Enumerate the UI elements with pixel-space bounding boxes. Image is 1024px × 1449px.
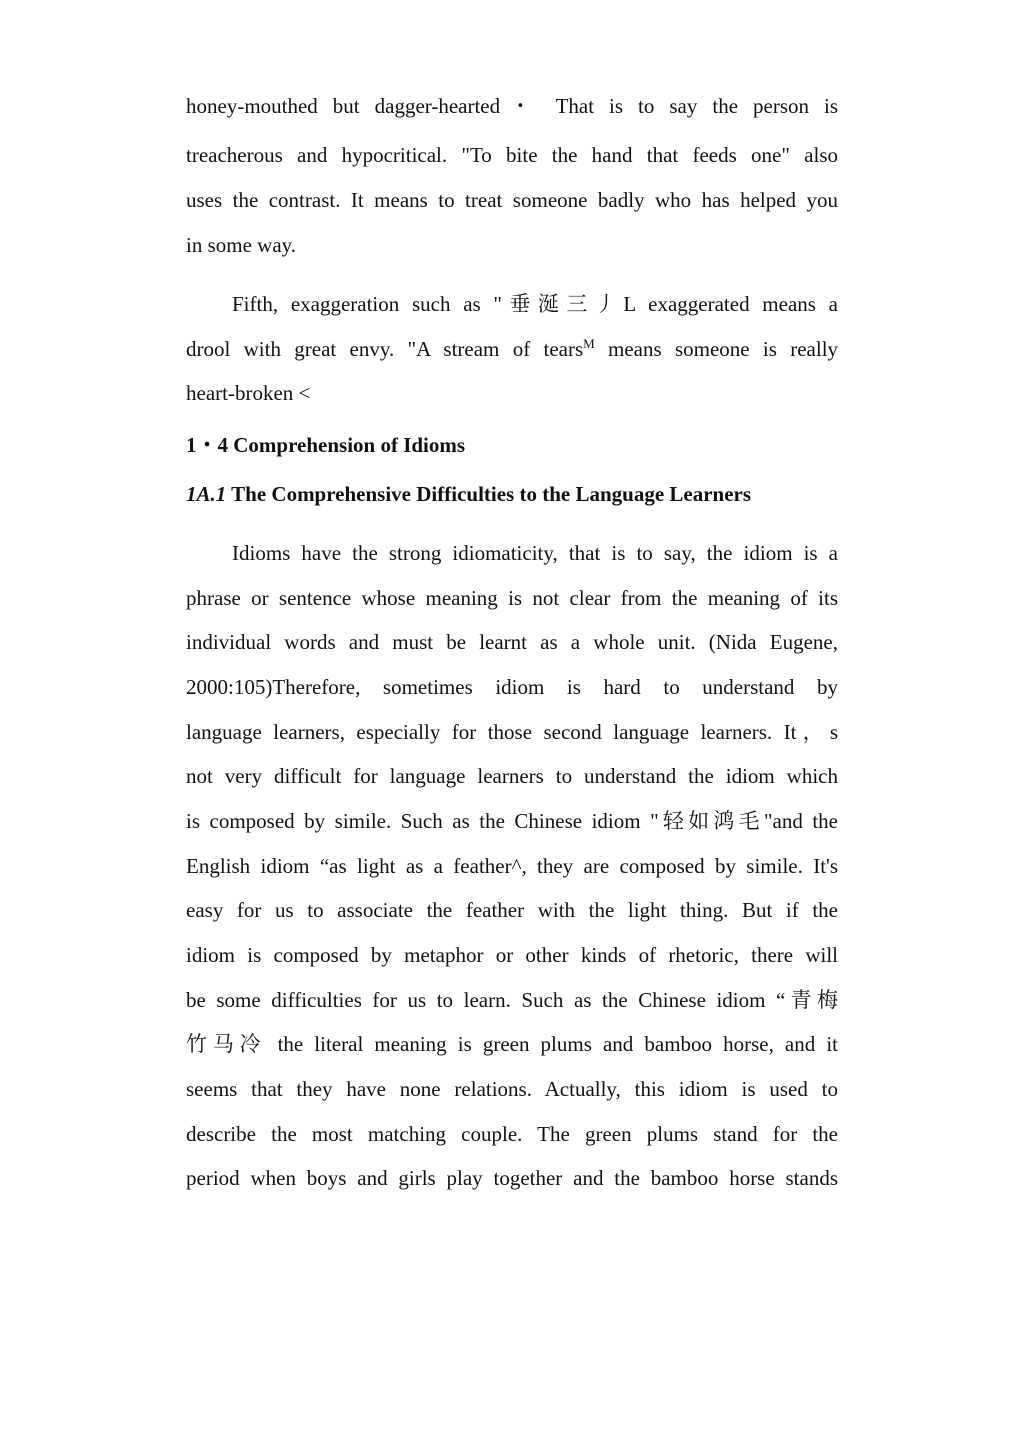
paragraph-line: heart-broken < <box>186 381 311 405</box>
subsection-heading <box>186 481 838 507</box>
paragraph-line: phrase or sentence whose meaning is not clear from the meaning of its <box>186 586 838 610</box>
text-segment: drool with great envy. "A stream of tears <box>186 337 584 361</box>
paragraph-line: 2000:105)Therefore, sometimes idiom is hard to understand by <box>186 675 838 699</box>
paragraph-line: uses the contrast. It means to treat someone badly who has helped you <box>186 188 838 212</box>
subsection-number: 1A.1 <box>186 482 227 506</box>
paragraph-line-with-superscript <box>186 336 838 362</box>
paragraph-line: treacherous and hypocritical. "To bite the hand that feeds one" also <box>186 143 838 167</box>
paragraph-line: not very difficult for language learners to understand the idiom which <box>186 764 838 788</box>
paragraph-line: describe the most matching couple. The green plums stand for the <box>186 1122 838 1146</box>
section-heading: 1・4 Comprehension of Idioms <box>186 433 466 457</box>
paragraph-line: seems that they have none relations. Actually, this idiom is used to <box>186 1077 838 1101</box>
paragraph-line: honey-mouthed but dagger-hearted・ That is to say the person is <box>186 94 838 118</box>
paragraph-line: period when boys and girls play together and the bamboo horse stands <box>186 1166 838 1190</box>
paragraph-line: is composed by simile. Such as the Chinese idiom "轻如鸿毛"and the <box>186 809 838 833</box>
text-segment: means someone is really <box>608 337 839 361</box>
paragraph-line: Idioms have the strong idiomaticity, that is to say, the idiom is a <box>232 541 838 565</box>
superscript-mark: M <box>583 336 595 351</box>
paragraph-line: in some way. <box>186 233 297 257</box>
paragraph-line: language learners, especially for those second language learners. It，s <box>186 720 838 744</box>
subsection-title: The Comprehensive Difficulties to the Language Learners <box>231 482 752 506</box>
paragraph-line: idiom is composed by metaphor or other kinds of rhetoric, there will <box>186 943 838 967</box>
paragraph-line: Fifth, exaggeration such as "垂涎三丿L exaggerated means a <box>232 292 838 316</box>
paragraph-line: be some difficulties for us to learn. Such as the Chinese idiom “青梅 <box>186 988 838 1012</box>
paragraph-line: easy for us to associate the feather with the light thing. But if the <box>186 898 838 922</box>
paragraph-line: 竹马冷 the literal meaning is green plums and bamboo horse, and it <box>186 1032 838 1056</box>
paragraph-line: individual words and must be learnt as a whole unit. (Nida Eugene, <box>186 630 838 654</box>
paragraph-line: English idiom “as light as a feather^, they are composed by simile. It's <box>186 854 838 878</box>
